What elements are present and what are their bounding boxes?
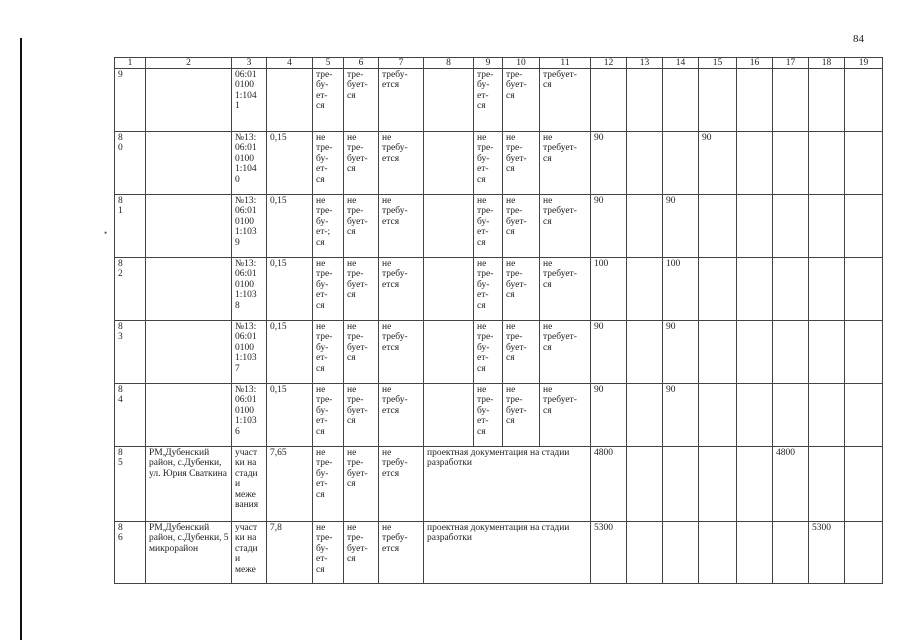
table-cell: 5300 <box>591 522 627 584</box>
table-row <box>115 522 883 584</box>
table-cell: №13: 06:01 0100 1:103 8 <box>232 258 267 321</box>
table-cell: 90 <box>663 384 699 447</box>
table-cell <box>773 195 809 258</box>
column-number: 4 <box>267 58 313 69</box>
table-cell: тре- бу- ет- ся <box>474 69 503 132</box>
table-cell <box>424 321 474 384</box>
table-cell <box>773 132 809 195</box>
table-cell: не тре- бует- ся <box>503 258 540 321</box>
table-row <box>115 69 883 132</box>
table-cell <box>699 258 737 321</box>
table-cell <box>809 321 845 384</box>
table-cell <box>146 69 232 132</box>
table-cell: не тре- бу- ет- ся <box>313 132 344 195</box>
table-cell <box>845 447 883 522</box>
table-cell: тре- бует- ся <box>503 69 540 132</box>
table-cell <box>773 258 809 321</box>
table-cell: не требу- ется <box>379 447 424 522</box>
table-cell: не требует- ся <box>540 132 591 195</box>
column-number: 19 <box>845 58 883 69</box>
project-status-cell: проектная документация на стадии разработки <box>424 522 591 584</box>
table-cell: РМ,Дубенский район, с.Дубенки, 5 микрорайон <box>146 522 232 584</box>
table-cell <box>663 132 699 195</box>
column-number: 8 <box>424 58 474 69</box>
table-cell: РМ,Дубенский район, с.Дубенки, ул. Юрия Сваткина <box>146 447 232 522</box>
table-cell: 90 <box>591 132 627 195</box>
table-row <box>115 447 883 522</box>
column-number: 17 <box>773 58 809 69</box>
table-cell <box>424 384 474 447</box>
table-cell: не тре- бу- ет- ся <box>313 522 344 584</box>
table-cell <box>424 132 474 195</box>
table-cell: 8 2 <box>115 258 146 321</box>
table-cell <box>699 384 737 447</box>
table-cell <box>737 384 773 447</box>
table-row <box>115 321 883 384</box>
scan-speck: • <box>104 228 108 238</box>
table-cell: не требу- ется <box>379 195 424 258</box>
table-cell: 90 <box>663 195 699 258</box>
page-edge-rule <box>20 38 22 640</box>
table-cell: 5300 <box>809 522 845 584</box>
table-cell: не тре- бу- ет- ся <box>313 447 344 522</box>
table-cell <box>627 195 663 258</box>
column-number: 5 <box>313 58 344 69</box>
table-cell: не требу- ется <box>379 522 424 584</box>
table-cell <box>773 522 809 584</box>
table-cell <box>845 384 883 447</box>
table-cell: 100 <box>663 258 699 321</box>
table-cell <box>737 258 773 321</box>
table-cell <box>699 69 737 132</box>
table-cell: не тре- бует- ся <box>344 384 379 447</box>
table-cell: не тре- бует- ся <box>344 132 379 195</box>
table-cell <box>737 195 773 258</box>
table-cell <box>146 384 232 447</box>
table-cell <box>146 258 232 321</box>
table-cell: №13: 06:01 0100 1:103 6 <box>232 384 267 447</box>
table-cell: 8 5 <box>115 447 146 522</box>
column-number: 7 <box>379 58 424 69</box>
table-cell: тре- бу- ет- ся <box>313 69 344 132</box>
table-cell: 7,65 <box>267 447 313 522</box>
column-number: 6 <box>344 58 379 69</box>
column-number: 12 <box>591 58 627 69</box>
column-number: 1 <box>115 58 146 69</box>
table-cell: 90 <box>591 321 627 384</box>
table-cell: участ ки на стади и меже <box>232 522 267 584</box>
table-cell <box>627 447 663 522</box>
table-row <box>115 258 883 321</box>
table-cell: не требу- ется <box>379 384 424 447</box>
table-cell <box>699 195 737 258</box>
table-cell: 8 0 <box>115 132 146 195</box>
table-cell <box>627 132 663 195</box>
table-cell <box>773 384 809 447</box>
table-cell: 4800 <box>773 447 809 522</box>
column-number: 10 <box>503 58 540 69</box>
column-number: 18 <box>809 58 845 69</box>
table-cell <box>773 69 809 132</box>
table-cell: не требу- ется <box>379 132 424 195</box>
table-cell <box>737 69 773 132</box>
table-cell: 8 1 <box>115 195 146 258</box>
table-cell <box>809 258 845 321</box>
table-cell: 0,15 <box>267 321 313 384</box>
table-cell: 8 4 <box>115 384 146 447</box>
column-number: 3 <box>232 58 267 69</box>
table-cell <box>809 69 845 132</box>
table-cell: 0,15 <box>267 384 313 447</box>
table-row <box>115 195 883 258</box>
table-row <box>115 132 883 195</box>
table-cell <box>845 69 883 132</box>
column-number: 2 <box>146 58 232 69</box>
table-cell: 9 <box>115 69 146 132</box>
table-cell: не требует- ся <box>540 258 591 321</box>
table-cell: не тре- бует- ся <box>503 321 540 384</box>
table-cell: не тре- бу- ет- ся <box>313 384 344 447</box>
table-cell: требу- ется <box>379 69 424 132</box>
column-number: 11 <box>540 58 591 69</box>
column-number: 15 <box>699 58 737 69</box>
column-number: 9 <box>474 58 503 69</box>
table-cell: 4800 <box>591 447 627 522</box>
table-cell <box>627 258 663 321</box>
project-status-cell: проектная документация на стадии разработки <box>424 447 591 522</box>
table-cell <box>663 522 699 584</box>
table-cell: требует- ся <box>540 69 591 132</box>
table-cell: не тре- бует- ся <box>344 195 379 258</box>
table-cell <box>737 447 773 522</box>
table-cell <box>699 447 737 522</box>
registry-table <box>114 57 883 584</box>
column-number: 13 <box>627 58 663 69</box>
table-cell <box>424 69 474 132</box>
table-cell <box>737 321 773 384</box>
table-cell: 8 3 <box>115 321 146 384</box>
table-row <box>115 384 883 447</box>
page-number: 84 <box>853 33 864 45</box>
table-cell: 06:01 0100 1:104 1 <box>232 69 267 132</box>
table-cell <box>809 384 845 447</box>
table-cell: не тре- бует- ся <box>344 321 379 384</box>
table-cell: не тре- бу- ет- ся <box>474 321 503 384</box>
table-cell: №13: 06:01 0100 1:103 9 <box>232 195 267 258</box>
table-cell: не тре- бу- ет- ся <box>313 258 344 321</box>
table-cell: не тре- бует- ся <box>503 384 540 447</box>
table-cell: не тре- бу- ет- ся <box>474 132 503 195</box>
table-cell <box>663 69 699 132</box>
table-cell <box>146 132 232 195</box>
table-cell <box>627 384 663 447</box>
column-number: 14 <box>663 58 699 69</box>
table-cell: №13: 06:01 0100 1:104 0 <box>232 132 267 195</box>
table-cell <box>627 522 663 584</box>
table-cell: 0,15 <box>267 258 313 321</box>
table-cell <box>267 69 313 132</box>
table-cell: 90 <box>591 384 627 447</box>
table-cell: 90 <box>591 195 627 258</box>
table-cell: не тре- бует- ся <box>344 447 379 522</box>
table-cell <box>146 195 232 258</box>
table-cell: 8 6 <box>115 522 146 584</box>
table-cell <box>424 195 474 258</box>
table-cell: не тре- бу- ет- ся <box>474 258 503 321</box>
table-cell <box>809 132 845 195</box>
table-cell <box>663 447 699 522</box>
table-cell <box>845 321 883 384</box>
table-cell <box>845 258 883 321</box>
table-cell <box>627 321 663 384</box>
table-cell: не требует- ся <box>540 384 591 447</box>
table-cell <box>773 321 809 384</box>
table-cell <box>737 522 773 584</box>
table-cell <box>146 321 232 384</box>
table-cell: не тре- бу- ет- ся <box>474 195 503 258</box>
table-cell: 0,15 <box>267 132 313 195</box>
table-cell: участ ки на стади и меже вания <box>232 447 267 522</box>
table-cell <box>809 195 845 258</box>
table-cell: не тре- бу- ет- ся <box>313 321 344 384</box>
table-cell <box>845 522 883 584</box>
table-cell: 100 <box>591 258 627 321</box>
table-cell: не требует- ся <box>540 195 591 258</box>
table-cell: 90 <box>699 132 737 195</box>
table-cell: №13: 06:01 0100 1:103 7 <box>232 321 267 384</box>
table-cell: не тре- бу- ет-; ся <box>313 195 344 258</box>
table-cell <box>809 447 845 522</box>
table-cell <box>699 522 737 584</box>
table-cell <box>845 195 883 258</box>
table-cell <box>845 132 883 195</box>
table-cell <box>737 132 773 195</box>
table-cell: не тре- бу- ет- ся <box>474 384 503 447</box>
table-cell: 0,15 <box>267 195 313 258</box>
table-cell: не тре- бует- ся <box>344 258 379 321</box>
table-cell <box>591 69 627 132</box>
table-cell: не тре- бует- ся <box>503 195 540 258</box>
table-cell <box>424 258 474 321</box>
table-cell: 90 <box>663 321 699 384</box>
table-cell: не тре- бует- ся <box>503 132 540 195</box>
table-cell <box>627 69 663 132</box>
header-row <box>115 58 883 69</box>
table-cell: тре- бует- ся <box>344 69 379 132</box>
table-cell: не требу- ется <box>379 258 424 321</box>
table-cell: 7,8 <box>267 522 313 584</box>
column-number: 16 <box>737 58 773 69</box>
table-cell: не требует- ся <box>540 321 591 384</box>
table-cell <box>699 321 737 384</box>
table-cell: не требу- ется <box>379 321 424 384</box>
table-cell: не тре- бует- ся <box>344 522 379 584</box>
